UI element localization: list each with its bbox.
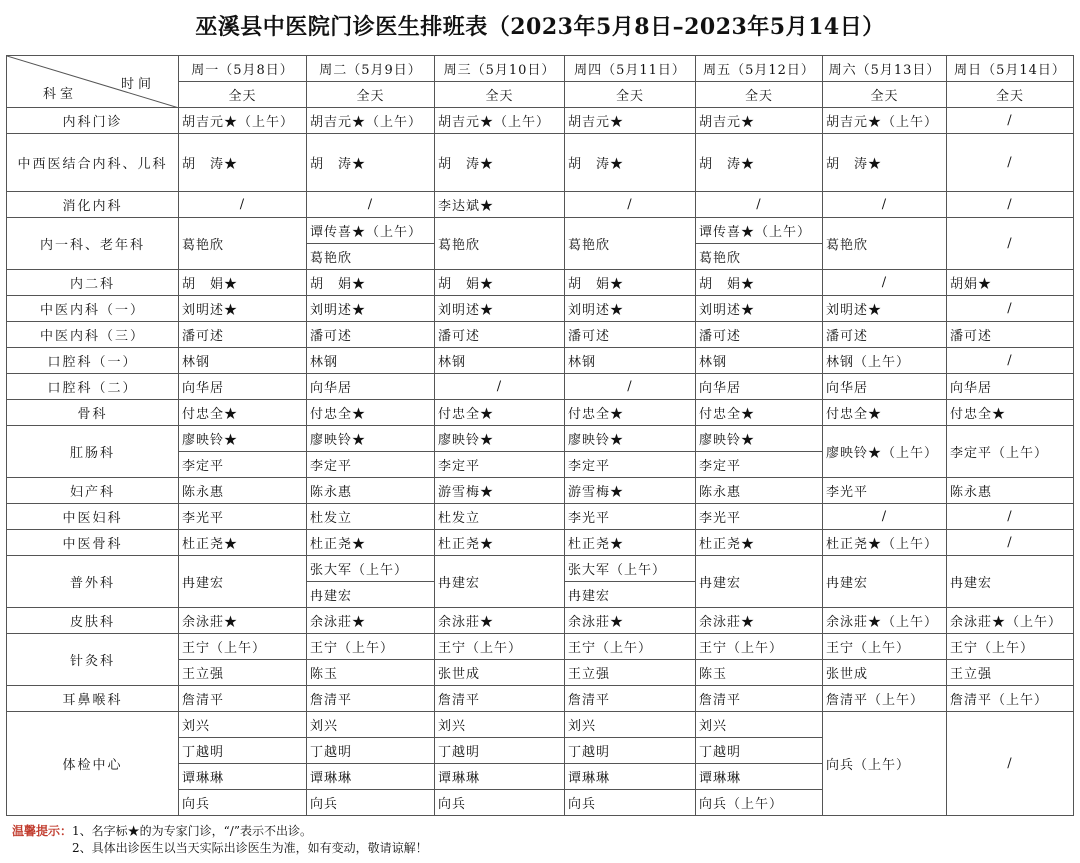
schedule-cell: 刘明述★ — [179, 296, 307, 322]
schedule-cell: 胡 涛★ — [435, 134, 565, 192]
schedule-cell: 付忠全★ — [435, 400, 565, 426]
schedule-cell: 胡 涛★ — [696, 134, 823, 192]
schedule-cell: / — [435, 374, 565, 400]
schedule-cell: 张大军（上午） — [565, 556, 696, 582]
table-row — [7, 322, 1074, 348]
schedule-cell: 陈永惠 — [947, 478, 1074, 504]
schedule-cell: 冉建宏 — [179, 556, 307, 608]
dept-cell: 口腔科（二） — [7, 374, 179, 400]
table-row — [7, 134, 1074, 192]
schedule-cell: / — [565, 374, 696, 400]
dept-cell: 中医骨科 — [7, 530, 179, 556]
schedule-cell: 李光平 — [696, 504, 823, 530]
schedule-cell: 廖映铃★ — [565, 426, 696, 452]
schedule-cell: 冉建宏 — [307, 582, 435, 608]
schedule-cell: 廖映铃★ — [307, 426, 435, 452]
schedule-cell: 林钢 — [179, 348, 307, 374]
schedule-cell: / — [307, 192, 435, 218]
schedule-cell: 刘兴 — [307, 712, 435, 738]
schedule-cell: 刘明述★ — [696, 296, 823, 322]
period-header: 全天 — [947, 82, 1074, 108]
schedule-cell: 陈永惠 — [307, 478, 435, 504]
schedule-cell: 陈永惠 — [179, 478, 307, 504]
schedule-cell: 詹清平 — [179, 686, 307, 712]
schedule-cell: / — [947, 530, 1074, 556]
schedule-cell: 胡 涛★ — [179, 134, 307, 192]
notes — [12, 823, 428, 857]
schedule-cell: 廖映铃★ — [435, 426, 565, 452]
note-line-1 — [12, 823, 428, 840]
schedule-cell: 付忠全★ — [307, 400, 435, 426]
schedule-cell: 葛艳欣 — [307, 244, 435, 270]
schedule-cell: 张大军（上午） — [307, 556, 435, 582]
schedule-cell: 冉建宏 — [947, 556, 1074, 608]
schedule-cell: 潘可述 — [947, 322, 1074, 348]
schedule-cell: 潘可述 — [823, 322, 947, 348]
schedule-cell: 向兵 — [307, 790, 435, 816]
schedule-cell: 詹清平 — [435, 686, 565, 712]
schedule-cell: 詹清平 — [565, 686, 696, 712]
schedule-cell: 刘兴 — [179, 712, 307, 738]
table-row — [7, 686, 1074, 712]
time-axis-label: 时间 — [121, 77, 156, 92]
schedule-cell: 胡吉元★（上午） — [823, 108, 947, 134]
schedule-cell: 丁越明 — [435, 738, 565, 764]
dept-cell: 中医内科（三） — [7, 322, 179, 348]
schedule-cell: 杜正尧★ — [179, 530, 307, 556]
schedule-cell: 林钢（上午） — [823, 348, 947, 374]
schedule-cell: 李定平 — [307, 452, 435, 478]
schedule-cell: / — [565, 192, 696, 218]
schedule-cell: 葛艳欣 — [435, 218, 565, 270]
dept-cell: 针灸科 — [7, 634, 179, 686]
table-row — [7, 56, 1074, 82]
table-row — [7, 348, 1074, 374]
schedule-cell: 付忠全★ — [565, 400, 696, 426]
schedule-cell: 王立强 — [947, 660, 1074, 686]
dept-cell: 口腔科（一） — [7, 348, 179, 374]
period-header: 全天 — [435, 82, 565, 108]
table-row — [7, 504, 1074, 530]
schedule-cell: 潘可述 — [179, 322, 307, 348]
dept-axis-label: 科室 — [43, 87, 78, 102]
schedule-cell: 廖映铃★（上午） — [823, 426, 947, 478]
schedule-cell: 谭琳琳 — [179, 764, 307, 790]
schedule-cell: 向华居 — [179, 374, 307, 400]
period-header: 全天 — [823, 82, 947, 108]
schedule-cell: 王宁（上午） — [696, 634, 823, 660]
schedule-cell: 余泳莊★（上午） — [947, 608, 1074, 634]
schedule-cell: 陈玉 — [307, 660, 435, 686]
schedule-cell: 胡 涛★ — [565, 134, 696, 192]
dept-cell: 消化内科 — [7, 192, 179, 218]
corner-header-cell — [7, 56, 179, 108]
schedule-cell: 杜正尧★ — [696, 530, 823, 556]
schedule-cell: 潘可述 — [696, 322, 823, 348]
schedule-cell: 詹清平 — [696, 686, 823, 712]
schedule-cell: 刘明述★ — [307, 296, 435, 322]
schedule-cell: 詹清平 — [307, 686, 435, 712]
schedule-cell: 刘明述★ — [565, 296, 696, 322]
schedule-cell: 王宁（上午） — [179, 634, 307, 660]
dept-cell: 体检中心 — [7, 712, 179, 816]
schedule-cell: 张世成 — [823, 660, 947, 686]
dept-cell: 普外科 — [7, 556, 179, 608]
schedule-cell: / — [823, 270, 947, 296]
schedule-cell: 丁越明 — [565, 738, 696, 764]
schedule-cell: 王宁（上午） — [565, 634, 696, 660]
schedule-cell: 李定平 — [179, 452, 307, 478]
schedule-cell: 林钢 — [696, 348, 823, 374]
day-header: 周二（5月9日） — [307, 56, 435, 82]
schedule-table — [6, 55, 1074, 816]
schedule-cell: 廖映铃★ — [696, 426, 823, 452]
schedule-cell: 胡 娟★ — [696, 270, 823, 296]
schedule-cell: 谭琳琳 — [307, 764, 435, 790]
schedule-cell: 杜正尧★（上午） — [823, 530, 947, 556]
schedule-cell: 胡吉元★ — [565, 108, 696, 134]
schedule-cell: / — [947, 192, 1074, 218]
schedule-cell: / — [823, 192, 947, 218]
schedule-cell: 胡吉元★（上午） — [307, 108, 435, 134]
schedule-cell: 杜正尧★ — [307, 530, 435, 556]
schedule-cell: 杜发立 — [307, 504, 435, 530]
note-line-2: 2、具体出诊医生以当天实际出诊医生为准，如有变动，敬请谅解！ — [72, 841, 428, 855]
schedule-cell: 李定平（上午） — [947, 426, 1074, 478]
table-row — [7, 712, 1074, 738]
schedule-cell: 向华居 — [947, 374, 1074, 400]
schedule-cell: 胡 娟★ — [179, 270, 307, 296]
dept-cell: 骨科 — [7, 400, 179, 426]
schedule-cell: 余泳莊★ — [307, 608, 435, 634]
schedule-cell: 王宁（上午） — [947, 634, 1074, 660]
schedule-cell: 张世成 — [435, 660, 565, 686]
day-header: 周四（5月11日） — [565, 56, 696, 82]
period-header: 全天 — [565, 82, 696, 108]
schedule-cell: 杜正尧★ — [435, 530, 565, 556]
table-row — [7, 608, 1074, 634]
schedule-cell: 谭传喜★（上午） — [307, 218, 435, 244]
dept-cell: 耳鼻喉科 — [7, 686, 179, 712]
day-header: 周三（5月10日） — [435, 56, 565, 82]
dept-cell: 中医妇科 — [7, 504, 179, 530]
schedule-cell: / — [179, 192, 307, 218]
schedule-cell: 向兵（上午） — [696, 790, 823, 816]
schedule-cell: / — [823, 504, 947, 530]
schedule-cell: 付忠全★ — [947, 400, 1074, 426]
schedule-cell: 付忠全★ — [696, 400, 823, 426]
schedule-cell: 王宁（上午） — [823, 634, 947, 660]
schedule-cell: 林钢 — [307, 348, 435, 374]
table-row — [7, 530, 1074, 556]
schedule-cell: 葛艳欣 — [696, 244, 823, 270]
schedule-cell: 谭琳琳 — [565, 764, 696, 790]
schedule-cell: 冉建宏 — [696, 556, 823, 608]
schedule-cell: 李光平 — [179, 504, 307, 530]
schedule-cell: 谭琳琳 — [435, 764, 565, 790]
dept-cell: 中医内科（一） — [7, 296, 179, 322]
schedule-cell: 杜正尧★ — [565, 530, 696, 556]
schedule-cell: / — [947, 218, 1074, 270]
dept-cell: 内一科、老年科 — [7, 218, 179, 270]
schedule-cell: 余泳莊★ — [435, 608, 565, 634]
schedule-cell: 潘可述 — [307, 322, 435, 348]
schedule-cell: 余泳莊★ — [696, 608, 823, 634]
schedule-cell: 余泳莊★ — [179, 608, 307, 634]
schedule-cell: 向兵 — [435, 790, 565, 816]
table-row — [7, 374, 1074, 400]
schedule-cell: 李定平 — [565, 452, 696, 478]
schedule-cell: 胡 涛★ — [307, 134, 435, 192]
schedule-cell: 詹清平（上午） — [823, 686, 947, 712]
schedule-cell: 刘明述★ — [435, 296, 565, 322]
note-text-1: 1、名字标★的为专家门诊，“/”表示不出诊。 — [72, 824, 312, 838]
day-header: 周五（5月12日） — [696, 56, 823, 82]
schedule-cell: / — [947, 296, 1074, 322]
schedule-cell: 胡 娟★ — [435, 270, 565, 296]
table-row — [7, 108, 1074, 134]
schedule-cell: 詹清平（上午） — [947, 686, 1074, 712]
schedule-cell: / — [947, 134, 1074, 192]
dept-cell: 中西医结合内科、儿科 — [7, 134, 179, 192]
schedule-cell: 林钢 — [435, 348, 565, 374]
table-row — [7, 556, 1074, 582]
schedule-cell: 王宁（上午） — [435, 634, 565, 660]
schedule-cell: 向华居 — [696, 374, 823, 400]
schedule-cell: 付忠全★ — [823, 400, 947, 426]
schedule-cell: 陈玉 — [696, 660, 823, 686]
table-row — [7, 426, 1074, 452]
table-row — [7, 296, 1074, 322]
schedule-cell: 刘兴 — [696, 712, 823, 738]
schedule-cell: 向兵 — [179, 790, 307, 816]
schedule-cell: 葛艳欣 — [179, 218, 307, 270]
schedule-cell: 向华居 — [307, 374, 435, 400]
schedule-cell: 刘明述★ — [823, 296, 947, 322]
schedule-cell: 潘可述 — [435, 322, 565, 348]
note-label: 温馨提示： — [12, 824, 73, 838]
schedule-cell: / — [947, 348, 1074, 374]
period-header: 全天 — [696, 82, 823, 108]
schedule-cell: 李光平 — [565, 504, 696, 530]
schedule-cell: 谭琳琳 — [696, 764, 823, 790]
schedule-cell: 丁越明 — [307, 738, 435, 764]
schedule-cell: 丁越明 — [696, 738, 823, 764]
schedule-cell: 向华居 — [823, 374, 947, 400]
schedule-cell: / — [696, 192, 823, 218]
schedule-cell: 胡 涛★ — [823, 134, 947, 192]
day-header: 周一（5月8日） — [179, 56, 307, 82]
schedule-cell: 李定平 — [696, 452, 823, 478]
schedule-cell: / — [947, 108, 1074, 134]
schedule-cell: 李达斌★ — [435, 192, 565, 218]
schedule-cell: 王立强 — [179, 660, 307, 686]
schedule-cell: 王立强 — [565, 660, 696, 686]
dept-cell: 内科门诊 — [7, 108, 179, 134]
schedule-cell: 胡吉元★ — [696, 108, 823, 134]
schedule-cell: 陈永惠 — [696, 478, 823, 504]
schedule-cell: 付忠全★ — [179, 400, 307, 426]
schedule-cell: 游雪梅★ — [435, 478, 565, 504]
schedule-cell: 李定平 — [435, 452, 565, 478]
dept-cell: 皮肤科 — [7, 608, 179, 634]
schedule-cell: 胡 娟★ — [565, 270, 696, 296]
schedule-cell: 向兵 — [565, 790, 696, 816]
schedule-cell: 胡 娟★ — [307, 270, 435, 296]
schedule-cell: 丁越明 — [179, 738, 307, 764]
schedule-cell: 胡娟★ — [947, 270, 1074, 296]
schedule-cell: 葛艳欣 — [823, 218, 947, 270]
schedule-cell: 潘可述 — [565, 322, 696, 348]
table-row — [7, 400, 1074, 426]
schedule-cell: 胡吉元★（上午） — [179, 108, 307, 134]
schedule-cell: 冉建宏 — [565, 582, 696, 608]
schedule-cell: 余泳莊★（上午） — [823, 608, 947, 634]
schedule-cell: 杜发立 — [435, 504, 565, 530]
schedule-cell: 冉建宏 — [435, 556, 565, 608]
schedule-cell: 游雪梅★ — [565, 478, 696, 504]
schedule-cell: 王宁（上午） — [307, 634, 435, 660]
schedule-cell: 刘兴 — [565, 712, 696, 738]
schedule-cell: 向兵（上午） — [823, 712, 947, 816]
table-row — [7, 634, 1074, 660]
table-row — [7, 218, 1074, 244]
dept-cell: 肛肠科 — [7, 426, 179, 478]
table-row — [7, 270, 1074, 296]
schedule-cell: 谭传喜★（上午） — [696, 218, 823, 244]
schedule-cell: 胡吉元★（上午） — [435, 108, 565, 134]
dept-cell: 妇产科 — [7, 478, 179, 504]
schedule-cell: 林钢 — [565, 348, 696, 374]
schedule-cell: 余泳莊★ — [565, 608, 696, 634]
schedule-cell: 李光平 — [823, 478, 947, 504]
table-row — [7, 192, 1074, 218]
schedule-cell: 廖映铃★ — [179, 426, 307, 452]
page-title: 巫溪县中医院门诊医生排班表（2023年5月8日–2023年5月14日） — [195, 14, 885, 40]
day-header: 周六（5月13日） — [823, 56, 947, 82]
dept-cell: 内二科 — [7, 270, 179, 296]
day-header: 周日（5月14日） — [947, 56, 1074, 82]
schedule-cell: 刘兴 — [435, 712, 565, 738]
schedule-cell: / — [947, 712, 1074, 816]
schedule-cell: / — [947, 504, 1074, 530]
schedule-cell: 冉建宏 — [823, 556, 947, 608]
period-header: 全天 — [179, 82, 307, 108]
period-header: 全天 — [307, 82, 435, 108]
schedule-cell: 葛艳欣 — [565, 218, 696, 270]
table-row — [7, 478, 1074, 504]
